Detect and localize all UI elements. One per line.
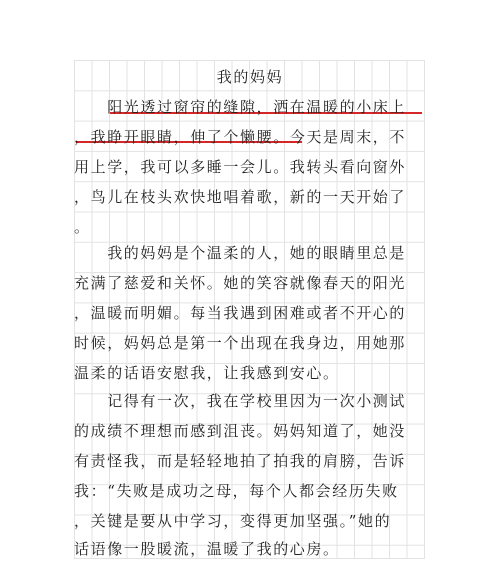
text-line-14: 我：“失败是成功之母，每个人都会经历失败 — [74, 481, 399, 500]
text-line-15: ，关键是要从中学习，变得更加坚强。”她的 — [74, 511, 392, 530]
text-line-4: ，鸟儿在枝头欢快地唱着歌，新的一天开始了 — [74, 187, 407, 206]
essay-title: 我的妈妈 — [216, 68, 284, 86]
text-line-5: 。 — [74, 217, 91, 236]
text-line-3: 用上学，我可以多睡一会儿。我转头看向窗外 — [74, 157, 407, 176]
text-line-8: ，温暖而明媚。每当我遇到困难或者不开心的 — [74, 303, 407, 322]
text-line-16: 话语像一股暖流，温暖了我的心房。 — [74, 539, 340, 558]
text-line-11: 记得有一次，我在学校里因为一次小测试 — [74, 391, 407, 410]
text-line-10: 温柔的话语安慰我，让我感到安心。 — [74, 363, 340, 382]
text-line-1: 阳光透过窗帘的缝隙，洒在温暖的小床上 — [74, 97, 407, 116]
text-line-7: 充满了慈爱和关怀。她的笑容就像春天的阳光 — [74, 273, 407, 292]
text-line-13: 有责怪我，而是轻轻地拍了拍我的肩膀，告诉 — [74, 451, 407, 470]
text-line-9: 时候，妈妈总是第一个出现在我身边，用她那 — [74, 333, 407, 352]
text-line-2: ，我睁开眼睛，伸了个懒腰。今天是周末，不 — [74, 127, 407, 146]
text-line-6: 我的妈妈是个温柔的人，她的眼睛里总是 — [74, 243, 407, 262]
text-line-12: 的成绩不理想而感到沮丧。妈妈知道了，她没 — [74, 421, 407, 440]
